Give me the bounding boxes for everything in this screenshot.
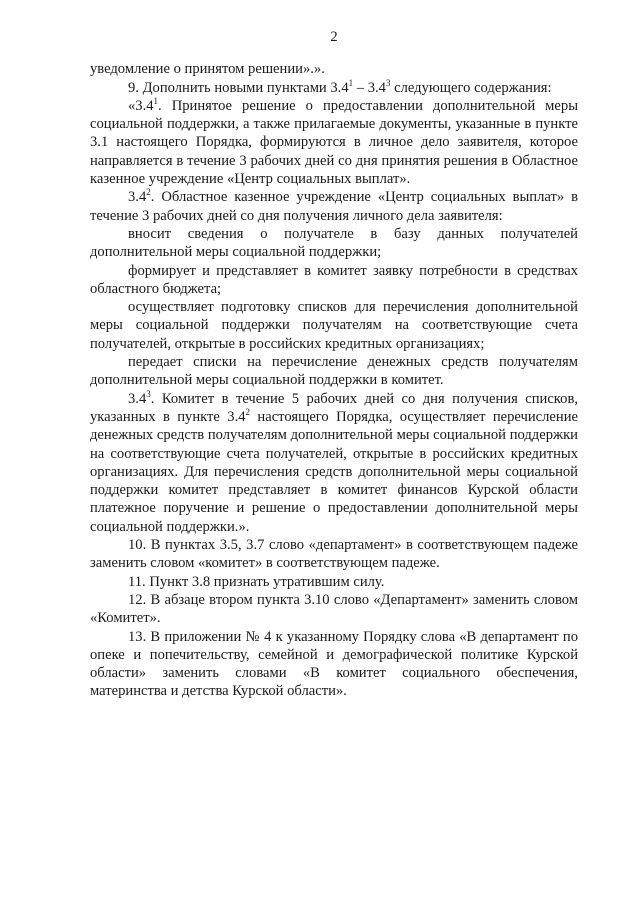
document-page: [90, 28, 578, 701]
text-run: вносит сведения о получателе в базу данных получателей дополнительной меры социальной поддержки;: [90, 225, 578, 261]
text-run: уведомление о принятом решении».».: [90, 61, 325, 78]
paragraph-4: [90, 225, 578, 262]
paragraph-9: [90, 536, 578, 573]
paragraph-3: [90, 188, 578, 225]
text-run: осуществляет подготовку списков для перечисления дополнительной меры социальной поддержки получателям на соответствующие счета получателей, открытые в российских кредитных организациях;: [90, 299, 578, 352]
text-run: . Областное казенное учреждение «Центр социальных выплат» в течение 3 рабочих дней со дня получения личного дела заявителя:: [90, 189, 578, 224]
paragraph-12: [90, 628, 578, 701]
paragraph-8: [90, 390, 578, 536]
text-run: 3.4: [128, 189, 147, 206]
text-run: передает списки на перечисление денежных средств получателям дополнительной меры социальной поддержки в комитет.: [90, 354, 578, 389]
text-run: настоящего Порядка, осуществляет перечисление денежных средств получателям дополнительной меры социальной поддержки на соответствующие счета получателей, открытые в российских кредитных организациях. Для перечисления средств дополнительной меры социальной поддержки комитет представляет в комитет финансов Курской области платежное поручение и решение о предоставлении дополнительной меры социальной поддержки.».: [90, 408, 578, 535]
superscript: 3: [146, 388, 151, 399]
text-run: 13. В приложении № 4 к указанному Порядку слова «В департамент по опеке и попечительству, семейной и демографической политике Курской области» заменить словами «В комитет социального обеспечения, материнства и детства Курской области».: [90, 628, 578, 700]
text-run: 3.4: [128, 390, 147, 407]
text-run: – 3.4: [353, 79, 386, 96]
text-run: . Принятое решение о предоставлении дополнительной меры социальной поддержки, а также прилагаемые документы, указанные в пункте 3.1 настоящего Порядка, формируются в личное дело заявителя, которое направляется в течение 3 рабочих дней со дня принятия решения в Областное казенное учреждение «Центр социальных выплат».: [90, 97, 578, 188]
text-run: 11. Пункт 3.8 признать утратившим силу.: [128, 573, 385, 590]
text-run: 10. В пунктах 3.5, 3.7 слово «департамент» в соответствующем падеже заменить словом «комитет» в соответствующем падеже.: [90, 537, 578, 572]
superscript: 3: [385, 77, 391, 88]
superscript: 2: [245, 406, 251, 417]
paragraph-5: [90, 262, 578, 299]
superscript: 1: [348, 77, 354, 88]
text-run: следующего содержания:: [390, 79, 552, 96]
text-run: «3.4: [128, 97, 154, 114]
superscript: 2: [146, 187, 151, 198]
paragraph-2: [90, 97, 578, 188]
paragraph-6: [90, 298, 578, 353]
text-run: формирует и представляет в комитет заявку потребности в средствах областного бюджета;: [90, 262, 578, 297]
paragraph-0: [90, 60, 578, 78]
paragraph-10: [90, 573, 578, 591]
paragraph-7: [90, 353, 578, 390]
document-body: [90, 60, 578, 700]
paragraph-1: [90, 79, 578, 97]
text-run: . Комитет в течение 5 рабочих дней со дня получения списков, указанных в пункте 3.4: [90, 390, 578, 425]
paragraph-11: [90, 591, 578, 628]
superscript: 1: [153, 95, 159, 106]
text-run: 9. Дополнить новыми пунктами 3.4: [128, 79, 349, 96]
page-number: 2: [330, 29, 338, 45]
text-run: 12. В абзаце втором пункта 3.10 слово «Департамент» заменить словом «Комитет».: [90, 591, 578, 627]
